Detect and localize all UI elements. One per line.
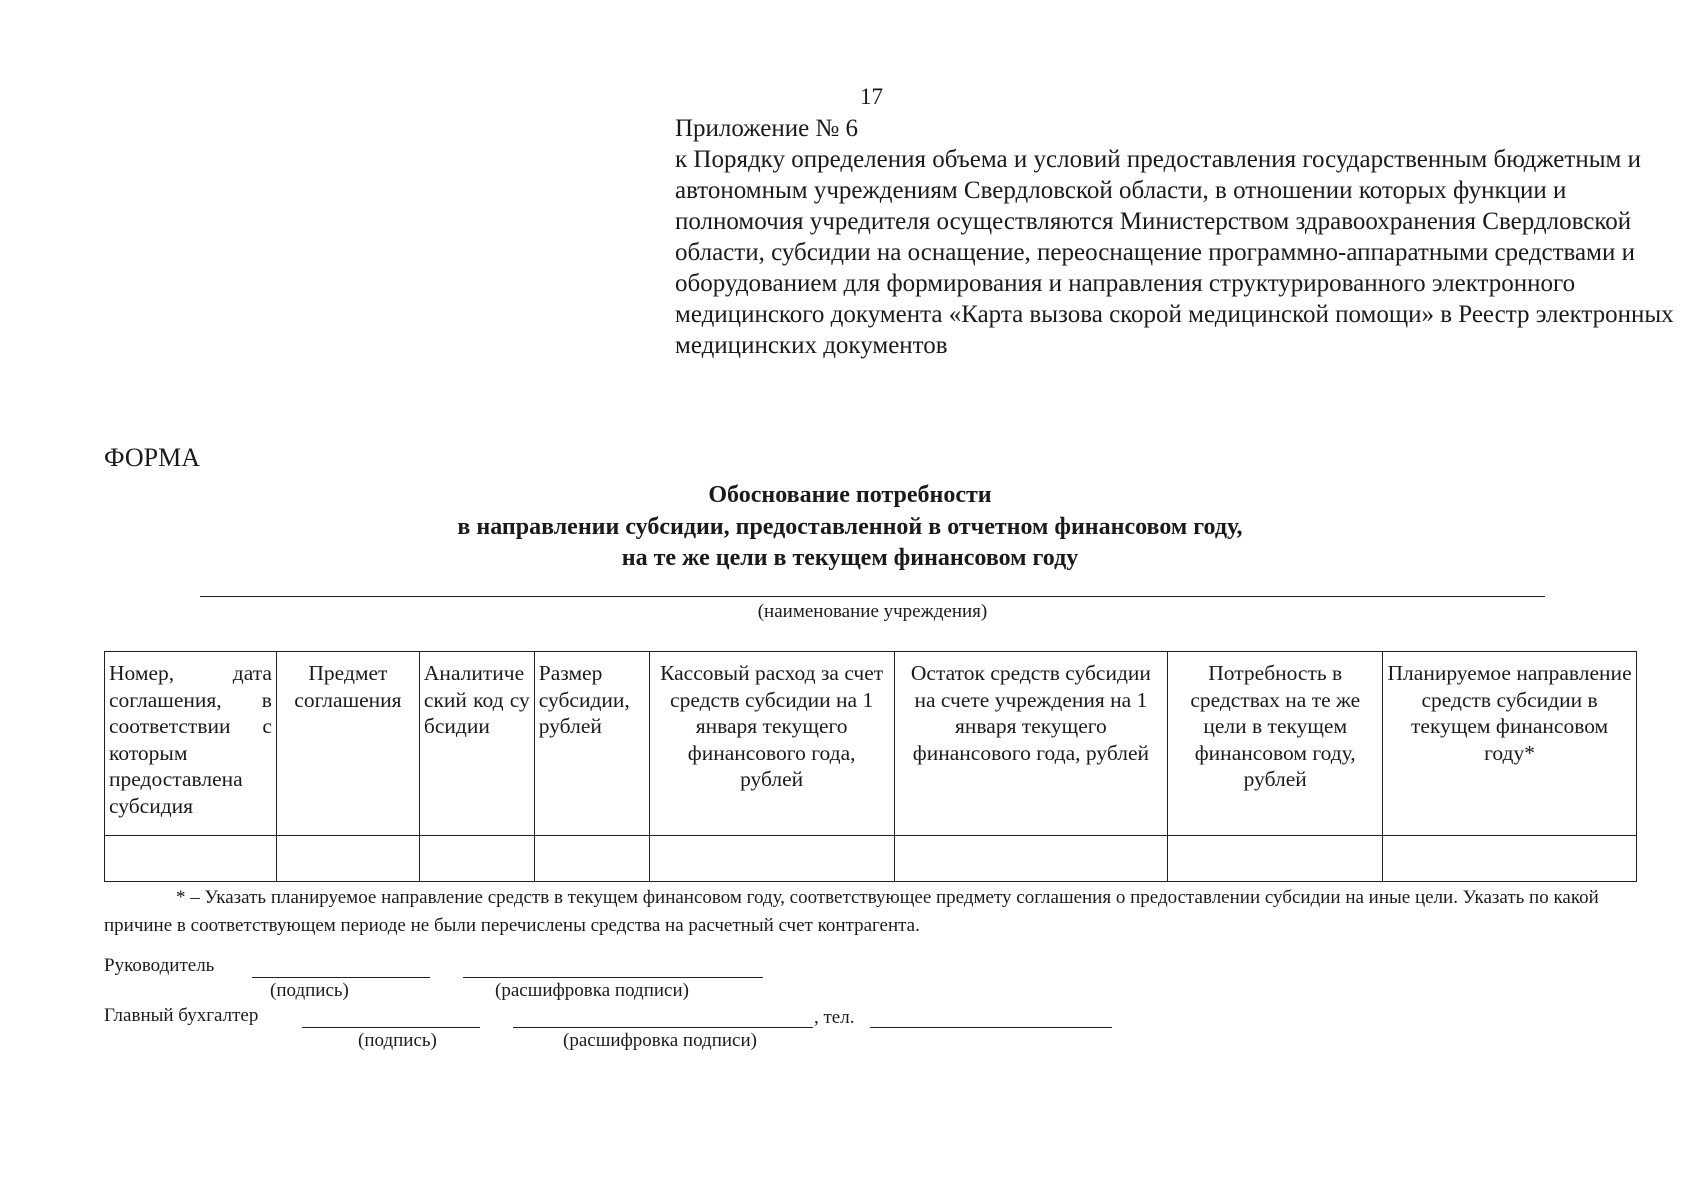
title-line-1: Обоснование потребности [708,482,992,508]
appendix-text: к Порядку определения объема и условий предоставления государственным бюджетным и автономным учреждениям Свердловской области, в отношении которых функции и полномочия учредителя осуществляются Министерством здравоохранения Свердловской области, субсидии на оснащение, переоснащение программно-аппаратными средствами и оборудованием для формирования и направления структурированного электронного медицинского документа «Карта вызова скорой медицинской помощи» в Реестр электронных медицинских документов [675,146,1674,359]
header-remaining-balance: Остаток средств субсидии на счете учреждения на 1 января текущего финансового года, рублей [894,652,1168,836]
accountant-signature-caption: (подпись) [358,1030,437,1051]
chief-accountant-label: Главный бухгалтер [104,1005,259,1026]
phone-line[interactable] [870,1027,1112,1028]
accountant-transcript-line[interactable] [513,1027,813,1028]
accountant-transcript-caption: (расшифровка подписи) [563,1030,757,1051]
footnote [104,884,1637,940]
phone-label: , тел. [814,1007,855,1028]
cell-remaining-balance[interactable] [894,836,1168,882]
header-cash-expense: Кассовый расход за счет средств субсидии на 1 января текущего финансового года, рублей [649,652,894,836]
page-number: 17 [860,84,883,109]
footnote-text: * – Указать планируемое направление средств в текущем финансовом году, соответствующее предмету соглашения о предоставлении субсидии на иные цели. Указать по какой причине в соответствующем периоде не были перечислены средства на расчетный счет контрагента. [104,887,1599,936]
header-subsidy-amount: Размер субсидии, рублей [534,652,649,836]
cell-subsidy-amount[interactable] [534,836,649,882]
cell-agreement-number-date[interactable] [105,836,277,882]
cell-planned-direction[interactable] [1383,836,1637,882]
cell-agreement-subject[interactable] [276,836,419,882]
appendix-heading: Приложение № 6 [675,115,859,142]
document-title [180,480,1520,575]
table-header-row [105,652,1637,836]
form-label: ФОРМА [104,443,200,472]
head-signature-caption: (подпись) [270,980,349,1001]
header-planned-direction: Планируемое направление средств субсидии в текущем финансовом году* [1383,652,1637,836]
header-analytic-code: Аналитический код субсидии [419,652,534,836]
justification-table [104,651,1637,882]
cell-cash-expense[interactable] [649,836,894,882]
title-line-3: на те же цели в текущем финансовом году [621,545,1079,571]
head-transcript-caption: (расшифровка подписи) [495,980,689,1001]
cell-current-year-need[interactable] [1168,836,1383,882]
head-signature-line[interactable] [252,977,430,978]
title-line-2: в направлении субсидии, предоставленной в отчетном финансовом году, [457,513,1243,540]
header-agreement-subject: Предмет соглашения [276,652,419,836]
head-transcript-line[interactable] [463,977,763,978]
institution-caption: (наименование учреждения) [757,601,988,622]
header-agreement-number-date: Номер, дата соглашения, в соответствии с которым предоставлена субсидия [105,652,277,836]
appendix-block [675,113,1675,361]
institution-name-line [200,596,1545,597]
table-row [105,836,1637,882]
head-label: Руководитель [104,955,215,976]
header-current-year-need: Потребность в средствах на те же цели в текущем финансовом году, рублей [1168,652,1383,836]
cell-analytic-code[interactable] [419,836,534,882]
accountant-signature-line[interactable] [302,1027,480,1028]
